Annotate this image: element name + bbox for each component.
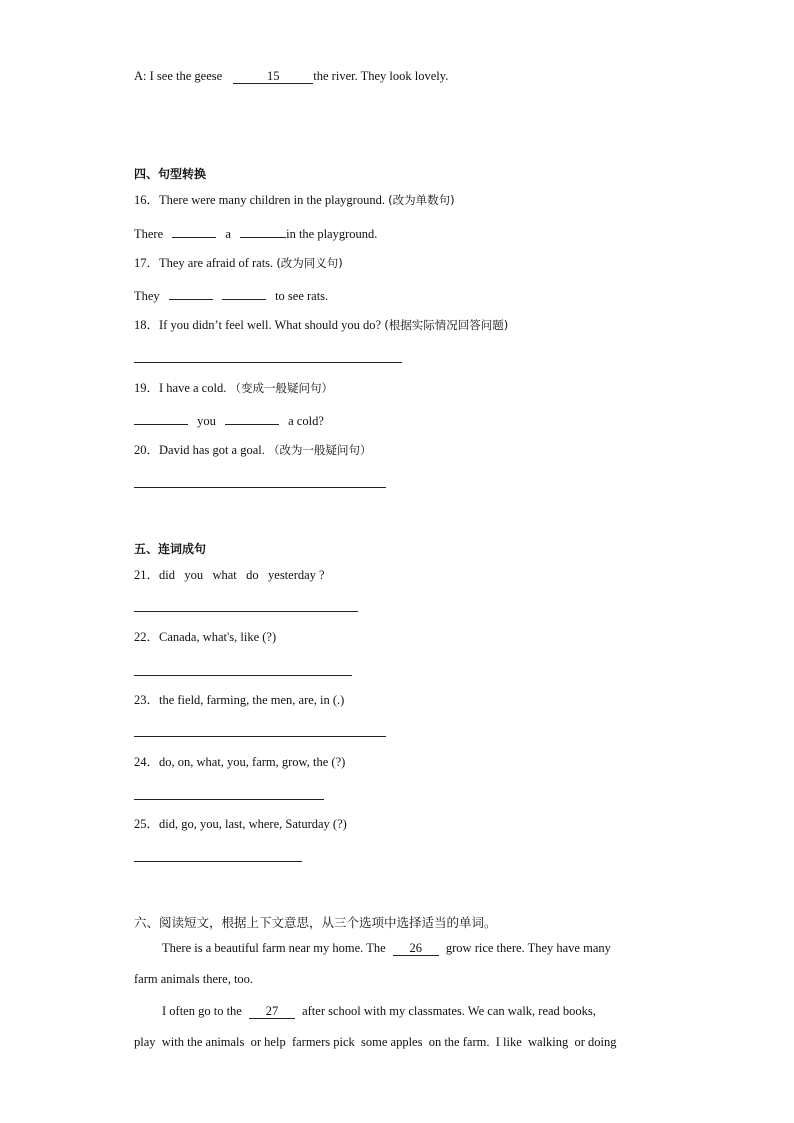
section5-heading: 五、连词成句 bbox=[134, 542, 207, 556]
q20-prompt bbox=[134, 442, 372, 458]
q17-blank-2[interactable] bbox=[222, 286, 266, 300]
q16-word-there: There bbox=[134, 227, 164, 241]
q19-text: 19．I have a cold. bbox=[134, 381, 227, 395]
passage-text-2b: after school with my classmates. We can walk, read books, bbox=[302, 1004, 596, 1018]
q19-prompt bbox=[134, 380, 333, 396]
passage-line-3 bbox=[134, 1004, 662, 1019]
q22-answer-line[interactable] bbox=[134, 675, 352, 676]
q16-prompt bbox=[134, 192, 455, 208]
blank-26-number: 26 bbox=[409, 941, 423, 955]
passage-line-2: farm animals there, too. bbox=[134, 972, 254, 986]
q17-text: 17．They are afraid of rats. bbox=[134, 256, 274, 270]
passage-text-1b: grow rice there. They have many bbox=[445, 941, 611, 955]
q17-note: (改为同义句) bbox=[276, 256, 343, 270]
q19-word-end: a cold? bbox=[288, 414, 324, 428]
q15-line bbox=[134, 68, 448, 84]
passage-line-4: play with the animals or help farmers pick some apples on the farm. I like walking or doing bbox=[134, 1035, 617, 1049]
q17-blank-1[interactable] bbox=[169, 286, 213, 300]
section4-heading: 四、句型转换 bbox=[134, 167, 207, 181]
q19-blank-1[interactable] bbox=[134, 411, 188, 425]
blank-26[interactable] bbox=[393, 941, 439, 956]
q25-prompt: 25．did, go, you, last, where, Saturday (?) bbox=[134, 817, 347, 831]
q19-blank-2[interactable] bbox=[225, 411, 279, 425]
q15-number: 15 bbox=[267, 69, 280, 83]
blank-27[interactable] bbox=[249, 1004, 295, 1019]
q20-answer-line[interactable] bbox=[134, 487, 386, 488]
q23-prompt: 23．the field, farming, the men, are, in (.) bbox=[134, 693, 345, 707]
q16-word-a: a bbox=[225, 227, 231, 241]
q17-word-end: to see rats. bbox=[275, 289, 329, 303]
q15-before: A: I see the geese bbox=[134, 69, 223, 83]
q18-prompt bbox=[134, 317, 508, 333]
q16-note: (改为单数句) bbox=[388, 193, 455, 207]
q18-note: (根据实际情况回答问题) bbox=[384, 318, 509, 332]
passage-text-2a: I often go to the bbox=[162, 1004, 242, 1018]
q18-answer-line[interactable] bbox=[134, 362, 402, 363]
blank-27-number: 27 bbox=[265, 1004, 279, 1018]
passage-text-1a: There is a beautiful farm near my home. The bbox=[162, 941, 386, 955]
q16-blank-2[interactable] bbox=[240, 224, 286, 238]
q22-prompt: 22．Canada, what's, like (?) bbox=[134, 630, 277, 644]
q20-note: （改为一般疑问句） bbox=[268, 443, 372, 457]
q16-text: 16．There were many children in the playground. bbox=[134, 193, 385, 207]
q24-answer-line[interactable] bbox=[134, 799, 324, 800]
q17-answer bbox=[134, 286, 328, 304]
q23-answer-line[interactable] bbox=[134, 736, 386, 737]
section6-heading: 六、阅读短文，根据上下文意思，从三个选项中选择适当的单词。 bbox=[134, 915, 497, 930]
passage-line-1 bbox=[134, 941, 662, 956]
q25-answer-line[interactable] bbox=[134, 861, 302, 862]
q16-word-end: in the playground. bbox=[286, 227, 378, 241]
q18-text: 18．If you didn’t feel well. What should you do? bbox=[134, 318, 382, 332]
q21-answer-line[interactable] bbox=[134, 611, 358, 612]
q17-prompt bbox=[134, 255, 343, 271]
q19-answer bbox=[134, 411, 324, 429]
q17-word-they: They bbox=[134, 289, 160, 303]
q16-blank-1[interactable] bbox=[172, 224, 216, 238]
q16-answer bbox=[134, 224, 377, 242]
q24-prompt: 24．do, on, what, you, farm, grow, the (?) bbox=[134, 755, 346, 769]
q19-note: （变成一般疑问句） bbox=[229, 381, 333, 395]
q15-after: the river. They look lovely. bbox=[313, 69, 449, 83]
q20-text: 20．David has got a goal. bbox=[134, 443, 265, 457]
q19-word-you: you bbox=[197, 414, 216, 428]
q15-blank[interactable] bbox=[233, 69, 313, 84]
q21-prompt: 21．did you what do yesterday ? bbox=[134, 568, 325, 582]
